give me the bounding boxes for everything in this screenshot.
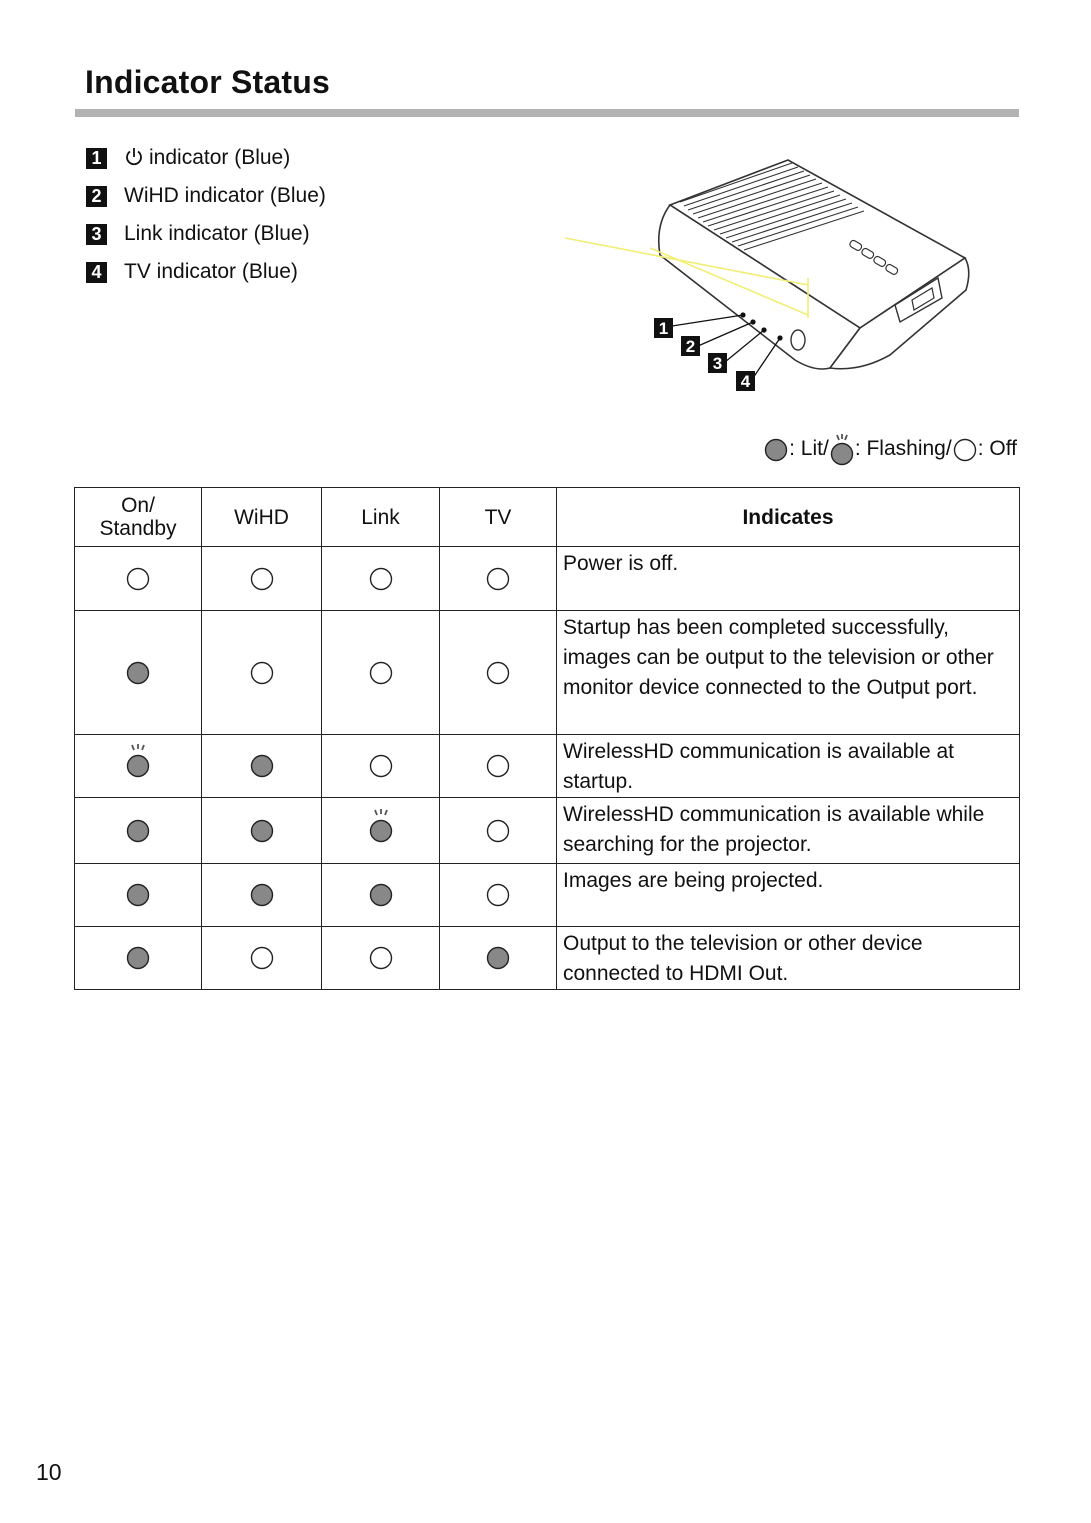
indicator-cell-tv bbox=[440, 798, 557, 864]
indicator-cell-wihd bbox=[202, 864, 322, 927]
lit-lamp-icon bbox=[125, 818, 151, 844]
table-row bbox=[75, 927, 1020, 990]
flashing-lamp-icon bbox=[368, 806, 394, 844]
indicator-cell-tv bbox=[440, 927, 557, 990]
number-badge: 3 bbox=[86, 224, 107, 245]
table-row bbox=[75, 547, 1020, 611]
indicator-cell-on-standby bbox=[75, 735, 202, 798]
page-title: Indicator Status bbox=[85, 64, 331, 100]
indicates-cell: WirelessHD communication is available while searching for the projector. bbox=[557, 798, 1020, 864]
header-indicates: Indicates bbox=[557, 488, 1020, 547]
indicator-cell-link bbox=[322, 547, 440, 611]
indicator-cell-on-standby bbox=[75, 798, 202, 864]
indicator-cell-wihd bbox=[202, 927, 322, 990]
indicator-cell-on-standby bbox=[75, 611, 202, 735]
lit-lamp-icon bbox=[125, 882, 151, 908]
indicator-cell-link bbox=[322, 798, 440, 864]
indicator-status-table bbox=[74, 487, 1020, 990]
indicator-cell-link bbox=[322, 864, 440, 927]
legend-item bbox=[86, 139, 326, 177]
table-row bbox=[75, 864, 1020, 927]
indicates-cell: Images are being projected. bbox=[557, 864, 1020, 927]
off-lamp-icon bbox=[952, 436, 978, 462]
key-flashing-label: : Flashing/ bbox=[854, 437, 952, 460]
page-number: 10 bbox=[36, 1459, 62, 1485]
svg-text:4: 4 bbox=[740, 372, 751, 391]
off-lamp-icon bbox=[368, 660, 394, 686]
legend-item bbox=[86, 177, 326, 215]
table-row bbox=[75, 735, 1020, 798]
off-lamp-icon bbox=[249, 660, 275, 686]
indicator-cell-link bbox=[322, 611, 440, 735]
table-row bbox=[75, 611, 1020, 735]
indicator-cell-tv bbox=[440, 735, 557, 798]
indicator-cell-wihd bbox=[202, 735, 322, 798]
off-lamp-icon bbox=[368, 566, 394, 592]
off-lamp-icon bbox=[485, 660, 511, 686]
lit-lamp-icon bbox=[249, 818, 275, 844]
legend-item bbox=[86, 253, 326, 291]
indicator-cell-on-standby bbox=[75, 927, 202, 990]
lamp-key bbox=[763, 432, 1017, 466]
indicator-cell-link bbox=[322, 927, 440, 990]
flashing-lamp-icon bbox=[125, 741, 151, 779]
off-lamp-icon bbox=[249, 566, 275, 592]
indicator-cell-tv bbox=[440, 547, 557, 611]
table-header-row bbox=[75, 488, 1020, 547]
lit-lamp-icon bbox=[485, 945, 511, 971]
lit-lamp-icon bbox=[125, 945, 151, 971]
legend-item bbox=[86, 215, 326, 253]
off-lamp-icon bbox=[485, 753, 511, 779]
off-lamp-icon bbox=[485, 882, 511, 908]
header-tv: TV bbox=[440, 488, 557, 547]
indicator-cell-wihd bbox=[202, 547, 322, 611]
indicates-cell: WirelessHD communication is available at startup. bbox=[557, 735, 1020, 798]
title-divider bbox=[75, 109, 1019, 117]
header-link: Link bbox=[322, 488, 440, 547]
indicates-cell: Power is off. bbox=[557, 547, 1020, 611]
lit-lamp-icon bbox=[249, 882, 275, 908]
callout-2 bbox=[681, 336, 700, 356]
table-row bbox=[75, 798, 1020, 864]
lit-lamp-icon bbox=[125, 660, 151, 686]
header-on-standby: On/ Standby bbox=[75, 488, 202, 547]
indicator-cell-tv bbox=[440, 611, 557, 735]
indicator-legend-list bbox=[86, 139, 326, 291]
number-badge: 1 bbox=[86, 148, 107, 169]
indicator-cell-tv bbox=[440, 864, 557, 927]
lit-lamp-icon bbox=[763, 436, 789, 462]
number-badge: 4 bbox=[86, 262, 107, 283]
off-lamp-icon bbox=[249, 945, 275, 971]
legend-label: WiHD indicator (Blue) bbox=[124, 184, 326, 207]
flashing-lamp-icon bbox=[829, 432, 855, 466]
key-lit-label: : Lit/ bbox=[789, 437, 829, 460]
off-lamp-icon bbox=[485, 566, 511, 592]
lit-lamp-icon bbox=[368, 882, 394, 908]
indicator-cell-wihd bbox=[202, 798, 322, 864]
device-illustration bbox=[560, 150, 980, 400]
callout-1 bbox=[654, 318, 673, 338]
indicates-cell: Startup has been completed successfully, images can be output to the television or other monitor device connected to the Output port. bbox=[557, 611, 1020, 735]
indicator-cell-on-standby bbox=[75, 547, 202, 611]
off-lamp-icon bbox=[125, 566, 151, 592]
svg-text:3: 3 bbox=[712, 354, 723, 373]
legend-label: Link indicator (Blue) bbox=[124, 222, 310, 245]
key-off-label: : Off bbox=[977, 437, 1017, 460]
svg-text:2: 2 bbox=[685, 337, 696, 356]
callout-3 bbox=[708, 353, 727, 373]
header-wihd: WiHD bbox=[202, 488, 322, 547]
svg-text:1: 1 bbox=[658, 319, 669, 338]
legend-label: indicator (Blue) bbox=[149, 146, 291, 169]
off-lamp-icon bbox=[485, 818, 511, 844]
legend-label: TV indicator (Blue) bbox=[124, 260, 298, 283]
off-lamp-icon bbox=[368, 945, 394, 971]
indicates-cell: Output to the television or other device connected to HDMI Out. bbox=[557, 927, 1020, 990]
callout-4 bbox=[736, 371, 755, 391]
off-lamp-icon bbox=[368, 753, 394, 779]
indicator-cell-on-standby bbox=[75, 864, 202, 927]
indicator-cell-wihd bbox=[202, 611, 322, 735]
power-icon bbox=[124, 146, 144, 167]
indicator-cell-link bbox=[322, 735, 440, 798]
number-badge: 2 bbox=[86, 186, 107, 207]
lit-lamp-icon bbox=[249, 753, 275, 779]
